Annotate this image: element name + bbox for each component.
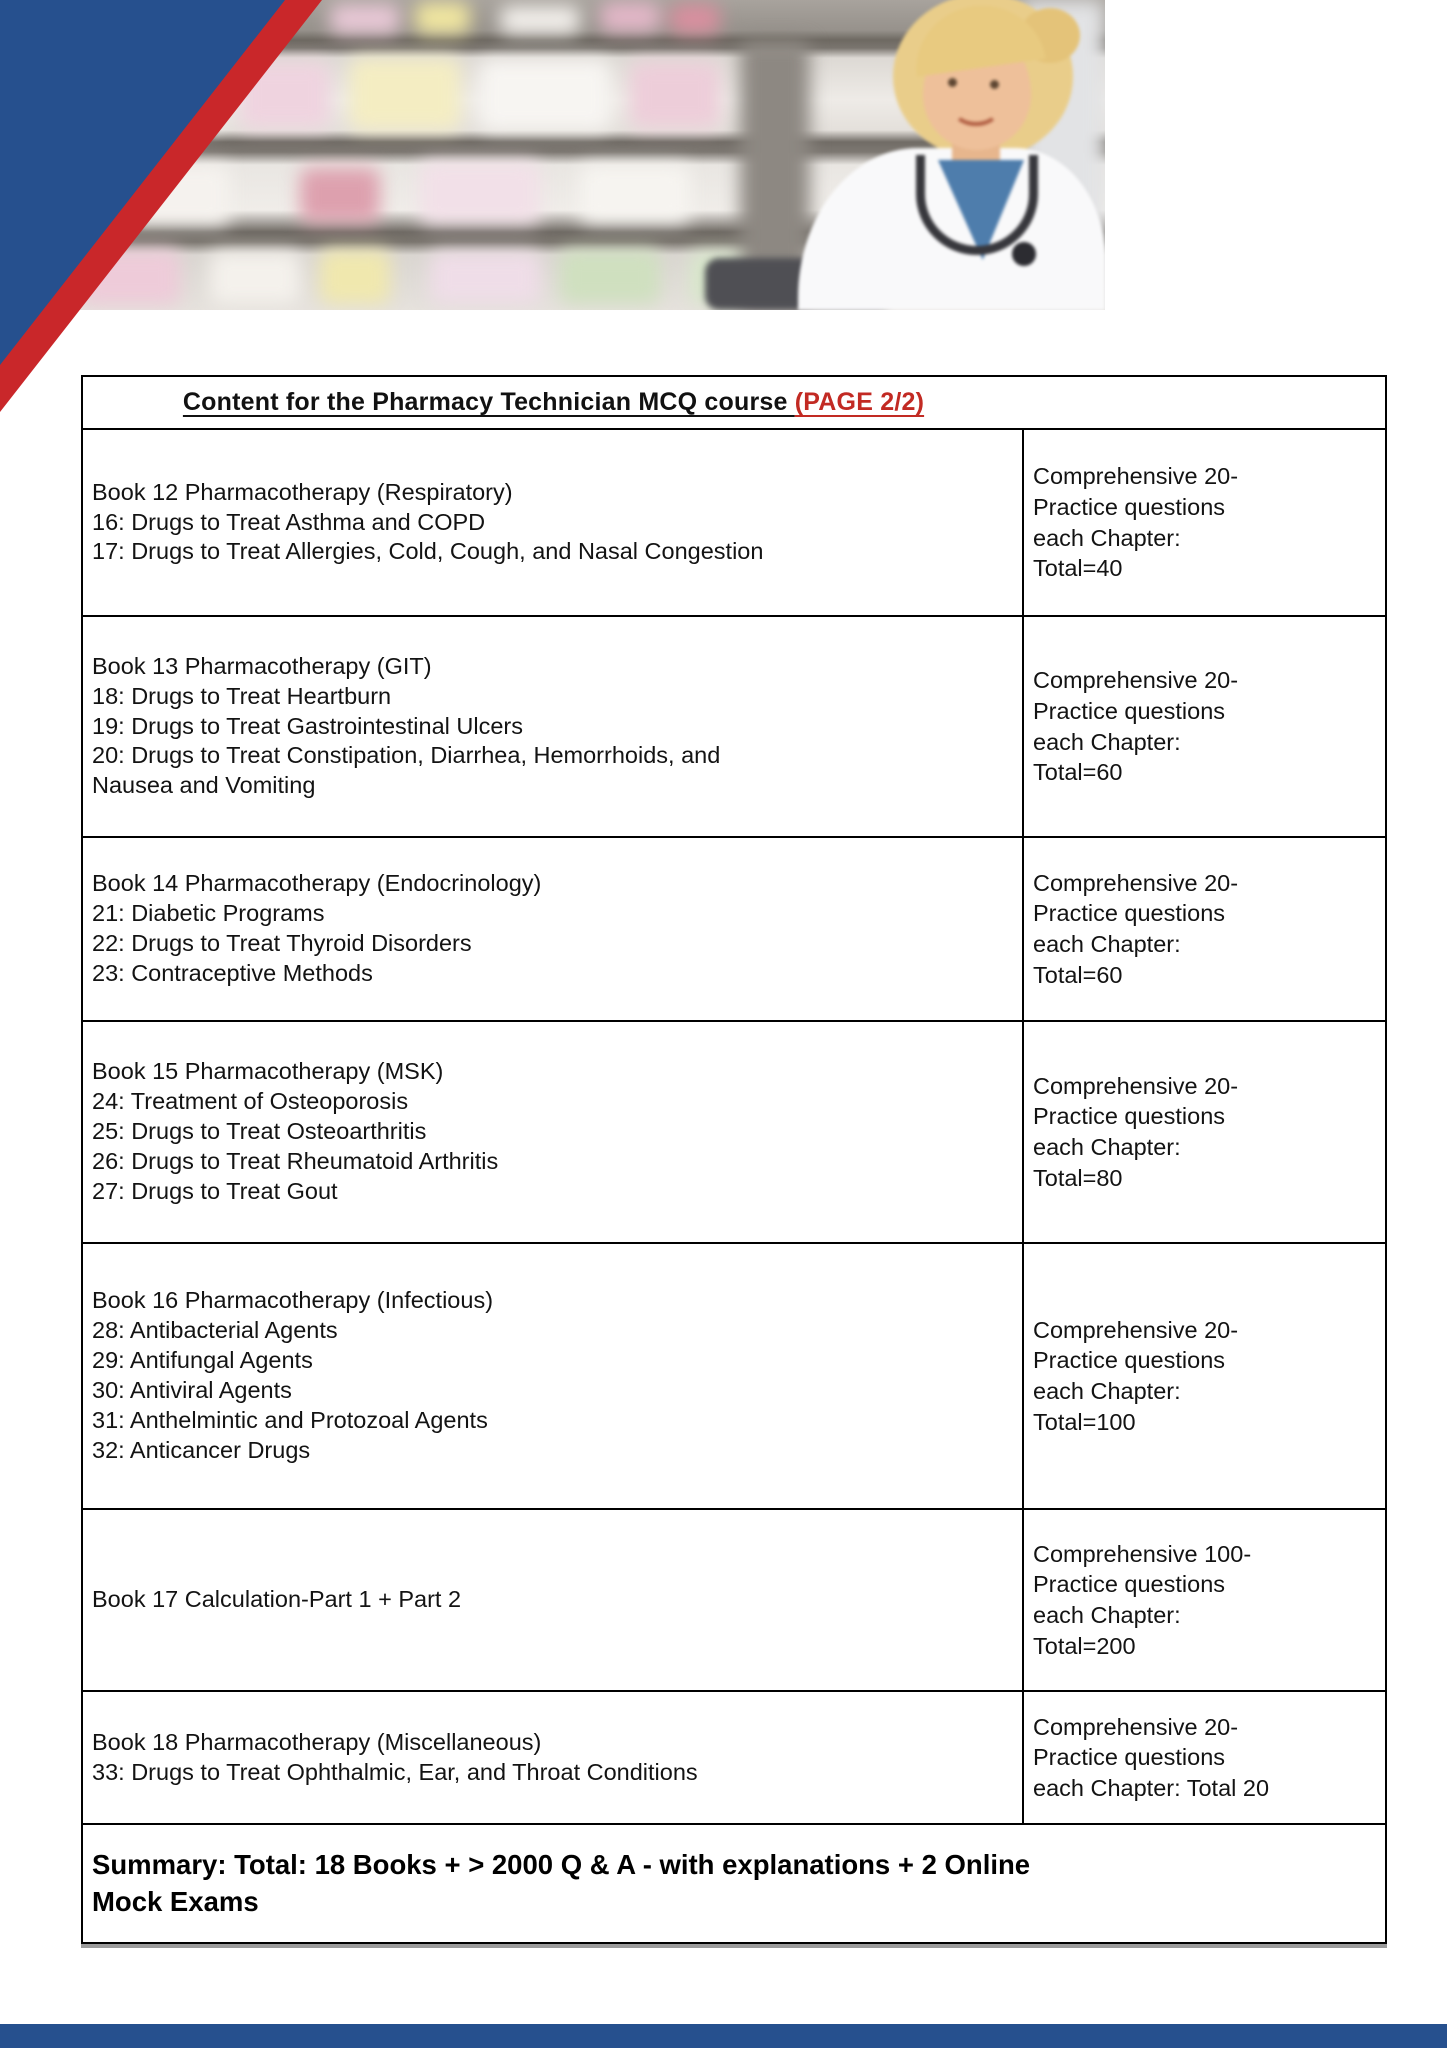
table-row: [82, 1243, 1386, 1509]
pharmacist-eye: [948, 78, 957, 87]
summary-line: Mock Exams: [92, 1885, 259, 1917]
page-title-main: Content for the Pharmacy Technician MCQ course: [182, 388, 795, 416]
footer-bar: [0, 2024, 1447, 2048]
practice-questions-cell: Comprehensive 20- Practice questions each Chapter: Total=60: [1023, 837, 1386, 1021]
summary-line: Summary: Total: 18 Books + > 2000 Q & A - with explanations + 2 Online: [92, 1849, 1031, 1881]
book-content-cell: Book 15 Pharmacotherapy (MSK) 24: Treatment of Osteoporosis 25: Drugs to Treat Osteoarthritis 26: Drugs to Treat Rheumatoid Arthritis 27: Drugs to Treat Gout: [82, 1021, 1023, 1243]
book-content-cell: Book 14 Pharmacotherapy (Endocrinology) 21: Diabetic Programs 22: Drugs to Treat Thyroid Disorders 23: Contraceptive Methods: [82, 837, 1023, 1021]
pharmacist-smile: [952, 92, 1000, 126]
summary-cell: [82, 1824, 1386, 1943]
stethoscope-chestpiece: [1012, 242, 1036, 266]
book-content-cell: Book 16 Pharmacotherapy (Infectious) 28: Antibacterial Agents 29: Antifungal Agents 30: Antiviral Agents 31: Anthelmintic and Protozoal Agents 32: Anticancer Drugs: [82, 1243, 1023, 1509]
practice-questions-cell: Comprehensive 20- Practice questions each Chapter: Total=60: [1023, 616, 1386, 837]
course-table-body: [82, 429, 1386, 1824]
practice-questions-cell: Comprehensive 100- Practice questions each Chapter: Total=200: [1023, 1509, 1386, 1691]
summary-row: [82, 1824, 1386, 1943]
page-title: [83, 388, 1024, 417]
book-content-cell: Book 13 Pharmacotherapy (GIT) 18: Drugs to Treat Heartburn 19: Drugs to Treat Gastrointestinal Ulcers 20: Drugs to Treat Constipation, Diarrhea, Hemorrhoids, and Nausea and Vomiting: [82, 616, 1023, 837]
book-content-cell: Book 18 Pharmacotherapy (Miscellaneous) 33: Drugs to Treat Ophthalmic, Ear, and Throat Conditions: [82, 1691, 1023, 1824]
book-content-cell: Book 12 Pharmacotherapy (Respiratory) 16: Drugs to Treat Asthma and COPD 17: Drugs to Treat Allergies, Cold, Cough, and Nasal Congestion: [82, 429, 1023, 616]
practice-questions-cell: Comprehensive 20- Practice questions each Chapter: Total=80: [1023, 1021, 1386, 1243]
table-row: [82, 429, 1386, 616]
table-row: [82, 1691, 1386, 1824]
table-row: [82, 616, 1386, 837]
table-row: [82, 1021, 1386, 1243]
table-title-row: [82, 376, 1386, 429]
page-title-page-indicator: (PAGE 2/2): [794, 388, 925, 416]
practice-questions-cell: Comprehensive 20- Practice questions each Chapter: Total=40: [1023, 429, 1386, 616]
table-row: [82, 1509, 1386, 1691]
pharmacist-eye: [990, 80, 999, 89]
course-table: [81, 375, 1387, 1944]
table-row: [82, 837, 1386, 1021]
book-content-cell: Book 17 Calculation-Part 1 + Part 2: [82, 1509, 1023, 1691]
practice-questions-cell: Comprehensive 20- Practice questions each Chapter: Total 20: [1023, 1691, 1386, 1824]
table-title-cell: [82, 376, 1386, 429]
practice-questions-cell: Comprehensive 20- Practice questions each Chapter: Total=100: [1023, 1243, 1386, 1509]
